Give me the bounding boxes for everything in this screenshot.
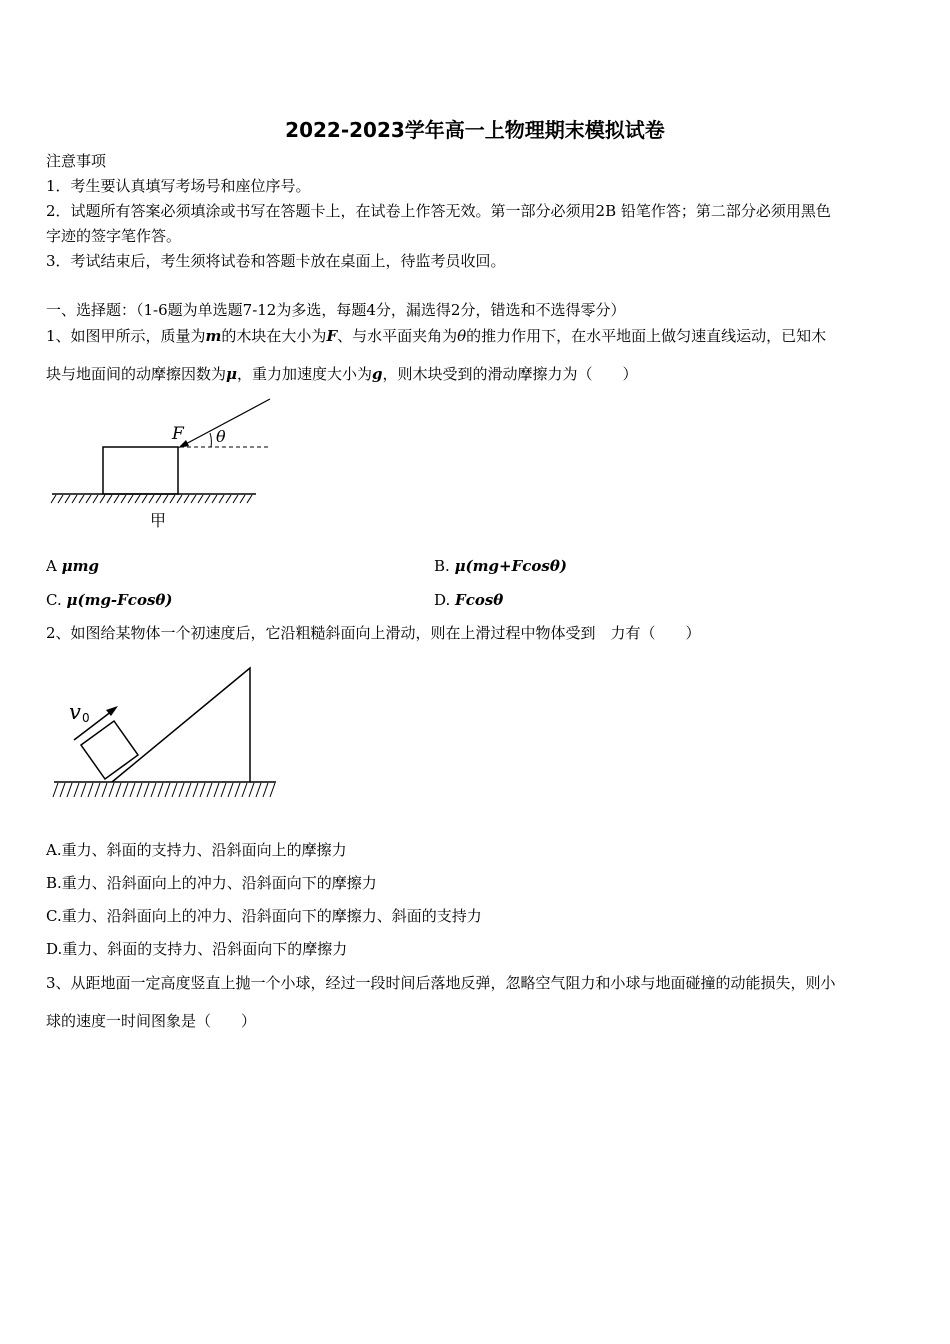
notice-item-1: 1．考生要认真填写考场号和座位序号。 (46, 177, 311, 195)
q2-stem: 2、如图给某物体一个初速度后，它沿粗糙斜面向上滑动，则在上滑过程中物体受到 力有（ ） (46, 624, 701, 642)
q2-figure (50, 660, 285, 805)
angle-arc (210, 433, 211, 447)
q2-option-d[interactable]: D.重力、斜面的支持力、沿斜面向下的摩擦力 (46, 940, 348, 958)
notice-item-2: 2．试题所有答案必须填涂或书写在答题卡上，在试卷上作答无效。第一部分必须用2B 铅笔作答；第二部分必须用黑色 (46, 202, 831, 220)
q1-option-d[interactable]: D. Fcosθ (434, 591, 504, 609)
ground-hatching (53, 783, 275, 797)
force-line (182, 399, 270, 446)
velocity-subscript: 0 (82, 711, 90, 725)
q2-option-a[interactable]: A.重力、斜面的支持力、沿斜面向上的摩擦力 (46, 841, 347, 859)
section-heading: 一、选择题：（1-6题为单选题7-12为多选，每题4分，漏选得2分，错选和不选得零分） (46, 301, 626, 319)
wooden-block (103, 447, 178, 494)
angle-label: θ (216, 427, 226, 446)
q1-option-c[interactable]: C. μ(mg-Fcosθ) (46, 591, 173, 609)
force-label: F (172, 424, 184, 444)
q1-option-b[interactable]: B. μ(mg+Fcosθ) (434, 557, 567, 575)
sliding-block (81, 721, 138, 779)
notice-item-2-cont: 字迹的签字笔作答。 (46, 227, 182, 245)
q3-stem-line2: 球的速度一时间图象是（ ） (46, 1012, 257, 1030)
q2-option-b[interactable]: B.重力、沿斜面向上的冲力、沿斜面向下的摩擦力 (46, 874, 377, 892)
q1-stem-line1: 1、如图甲所示，质量为m的木块在大小为F、与水平面夹角为θ的推力作用下，在水平地面上做匀速直线运动，已知木 (46, 327, 827, 345)
q1-stem-line2: 块与地面间的动摩擦因数为μ，重力加速度大小为g，则木块受到的滑动摩擦力为（ ） (46, 365, 638, 383)
q2-option-c[interactable]: C.重力、沿斜面向上的冲力、沿斜面向下的摩擦力、斜面的支持力 (46, 907, 482, 925)
page-title: 2022-2023学年高一上物理期末模拟试卷 (285, 118, 665, 142)
figure-caption: 甲 (150, 511, 167, 530)
q1-option-a[interactable]: A μmg (46, 557, 99, 575)
notice-heading: 注意事项 (46, 152, 107, 170)
notice-item-3: 3．考试结束后，考生须将试卷和答题卡放在桌面上，待监考员收回。 (46, 252, 506, 270)
velocity-label: v (69, 700, 81, 724)
q1-figure (50, 395, 280, 535)
ground-hatching (51, 495, 252, 503)
incline-triangle (112, 668, 250, 782)
q3-stem-line1: 3、从距地面一定高度竖直上抛一个小球，经过一段时间后落地反弹，忽略空气阻力和小球与地面碰撞的动能损失，则小 (46, 974, 836, 992)
